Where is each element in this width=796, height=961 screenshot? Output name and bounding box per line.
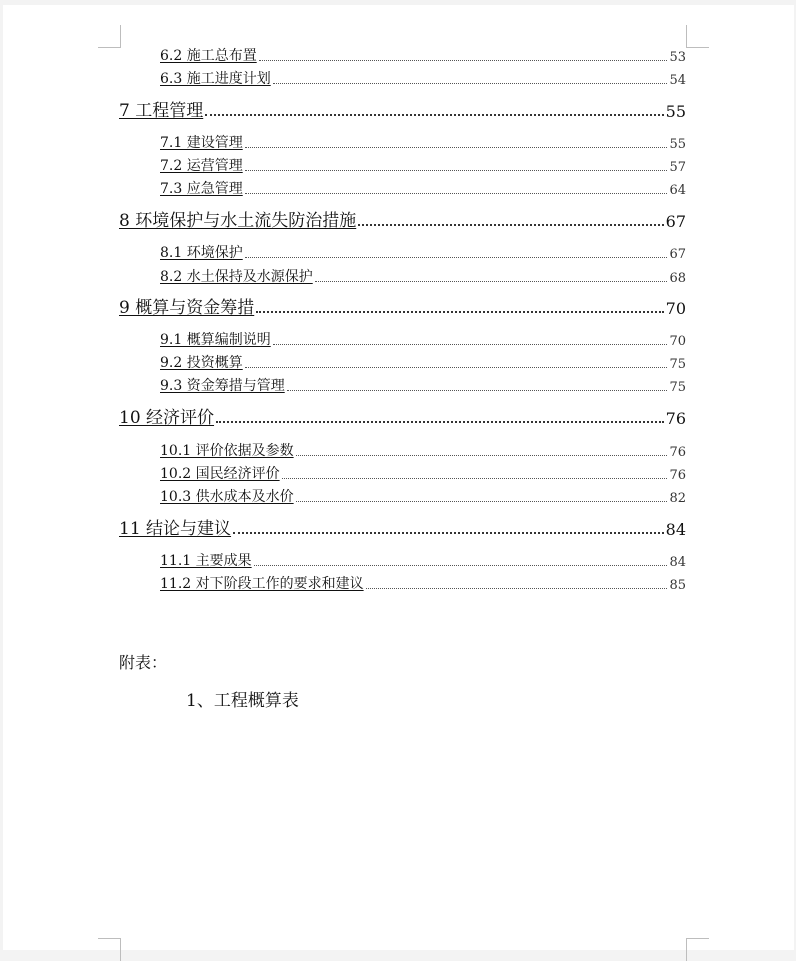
toc-entry-title[interactable]: 6.3 施工进度计划 xyxy=(160,71,271,87)
toc-leader xyxy=(256,311,663,313)
margin-mark-bottom-left xyxy=(98,938,121,961)
toc-leader xyxy=(254,565,668,566)
margin-mark-top-right xyxy=(686,25,709,48)
toc-leader xyxy=(216,421,664,423)
toc-chapter[interactable] xyxy=(119,294,686,318)
toc-entry[interactable] xyxy=(160,352,686,372)
toc-entry-title[interactable]: 7.3 应急管理 xyxy=(160,181,243,197)
toc-chapter[interactable] xyxy=(119,515,686,539)
toc-entry[interactable] xyxy=(160,550,686,570)
toc-leader xyxy=(273,83,668,84)
margin-mark-bottom-right xyxy=(686,938,709,961)
toc-page-number: 70 xyxy=(665,299,686,318)
toc-chapter-title[interactable]: 8 环境保护与水土流失防治措施 xyxy=(119,211,357,231)
toc-entry-title[interactable]: 8.2 水土保持及水源保护 xyxy=(160,269,313,285)
toc-leader xyxy=(296,501,668,502)
toc-leader xyxy=(245,147,668,148)
toc-leader xyxy=(287,390,668,391)
toc-chapter-title[interactable]: 11 结论与建议 xyxy=(119,519,232,539)
toc-leader xyxy=(358,224,663,226)
toc-chapter-title[interactable]: 9 概算与资金筹措 xyxy=(119,298,255,318)
toc-leader xyxy=(366,588,668,589)
toc-page-number: 57 xyxy=(669,160,686,175)
toc-page-number: 64 xyxy=(669,183,686,198)
toc-page-number: 85 xyxy=(669,578,686,593)
toc-chapter-title[interactable]: 10 经济评价 xyxy=(119,408,215,428)
toc-chapter[interactable] xyxy=(119,207,686,231)
toc-page-number: 75 xyxy=(669,357,686,372)
toc-entry[interactable] xyxy=(160,155,686,175)
toc-leader xyxy=(245,193,668,194)
toc-entry-title[interactable]: 11.2 对下阶段工作的要求和建议 xyxy=(160,576,364,592)
toc-entry[interactable] xyxy=(160,178,686,198)
toc-entry[interactable] xyxy=(160,463,686,483)
toc-entry-title[interactable]: 11.1 主要成果 xyxy=(160,553,252,569)
toc-leader xyxy=(296,455,668,456)
toc-page-number: 53 xyxy=(669,50,686,65)
toc-page-number: 75 xyxy=(669,380,686,395)
toc-entry[interactable] xyxy=(160,132,686,152)
toc-entry-title[interactable]: 8.1 环境保护 xyxy=(160,245,243,261)
toc-entry[interactable] xyxy=(160,573,686,593)
toc-leader xyxy=(259,60,668,61)
toc-leader xyxy=(315,281,668,282)
margin-mark-top-left xyxy=(98,25,121,48)
toc-entry-title[interactable]: 9.1 概算编制说明 xyxy=(160,332,271,348)
appendix-item: 1、工程概算表 xyxy=(186,691,299,711)
toc-page-number: 70 xyxy=(669,334,686,349)
toc-leader xyxy=(282,478,668,479)
toc-leader xyxy=(245,170,668,171)
toc-page-number: 55 xyxy=(669,137,686,152)
toc-entry-title[interactable]: 10.2 国民经济评价 xyxy=(160,466,280,482)
toc-page-number: 55 xyxy=(665,102,686,121)
toc-leader xyxy=(205,114,663,116)
toc-entry-title[interactable]: 6.2 施工总布置 xyxy=(160,48,257,64)
toc-page-number: 76 xyxy=(669,468,686,483)
toc-page-number: 68 xyxy=(669,271,686,286)
toc-page-number: 67 xyxy=(665,212,686,231)
toc-entry[interactable] xyxy=(160,329,686,349)
toc-entry-title[interactable]: 10.3 供水成本及水价 xyxy=(160,489,294,505)
toc-entry-title[interactable]: 9.3 资金筹措与管理 xyxy=(160,378,285,394)
toc-leader xyxy=(245,367,668,368)
toc-entry-title[interactable]: 7.1 建设管理 xyxy=(160,135,243,151)
toc-page-number: 76 xyxy=(665,409,686,428)
toc-leader xyxy=(233,532,664,534)
toc-page-number: 84 xyxy=(669,555,686,570)
document-page xyxy=(3,5,794,950)
toc-entry[interactable] xyxy=(160,68,686,88)
appendix-label: 附表： xyxy=(119,653,168,672)
toc-page-number: 84 xyxy=(665,520,686,539)
toc-chapter-title[interactable]: 7 工程管理 xyxy=(119,101,204,121)
toc-entry[interactable] xyxy=(160,486,686,506)
toc-entry-title[interactable]: 10.1 评价依据及参数 xyxy=(160,443,294,459)
toc-page-number: 54 xyxy=(669,73,686,88)
toc-entry[interactable] xyxy=(160,45,686,65)
toc-entry[interactable] xyxy=(160,242,686,262)
toc-entry[interactable] xyxy=(160,375,686,395)
toc-page-number: 82 xyxy=(669,491,686,506)
toc-entry-title[interactable]: 9.2 投资概算 xyxy=(160,355,243,371)
toc-leader xyxy=(245,257,668,258)
toc-entry[interactable] xyxy=(160,440,686,460)
toc-entry[interactable] xyxy=(160,266,686,286)
toc-chapter[interactable] xyxy=(119,97,686,121)
toc-page-number: 76 xyxy=(669,445,686,460)
toc-page-number: 67 xyxy=(669,247,686,262)
toc-leader xyxy=(273,344,668,345)
toc-chapter[interactable] xyxy=(119,404,686,428)
toc-entry-title[interactable]: 7.2 运营管理 xyxy=(160,158,243,174)
